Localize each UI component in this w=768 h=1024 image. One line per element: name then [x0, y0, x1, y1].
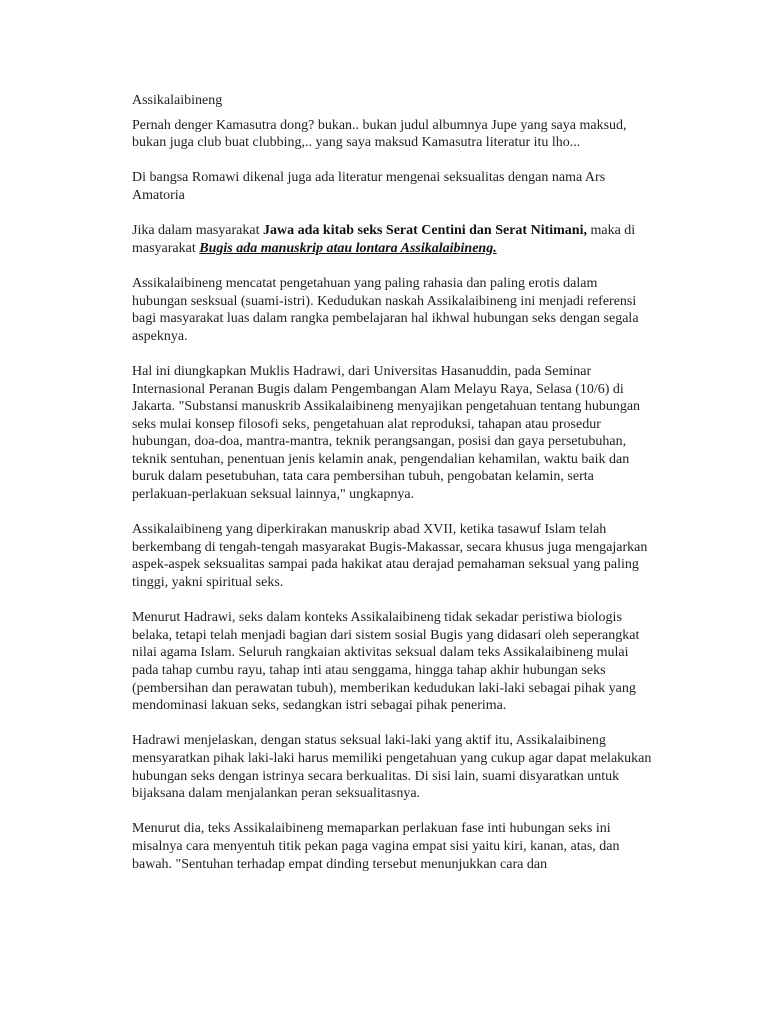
paragraph-2: Di bangsa Romawi dikenal juga ada literatur mengenai seksualitas dengan nama Ars Amatoria: [132, 170, 606, 203]
paragraph-1: Pernah denger Kamasutra dong? bukan.. bukan judul albumnya Jupe yang saya maksud, bukan juga club buat clubbing,.. yang saya maksud Kamasutra literatur itu lho...: [132, 117, 627, 151]
paragraph-8: Hadrawi menjelaskan, dengan status seksual laki-laki yang aktif itu, Assikalaibineng mensyaratkan pihak laki-laki harus memiliki pengetahuan yang cukup agar dapat melakukan hubungan seks dengan istrinya secara berkualitas. Di sisi lain, suami disyaratkan untuk bijaksana dalam menjalankan peran seksualitasnya.: [132, 733, 652, 802]
paragraph-9: Menurut dia, teks Assikalaibineng memaparkan perlakuan fase inti hubungan seks ini misalnya cara menyentuh titik pekan paga vagina empat sisi yaitu kiri, kanan, atas, dan bawah. "Sentuhan terhadap empat dinding tersebut menunjukkan cara dan: [132, 821, 620, 872]
paragraph-4: Assikalaibineng mencatat pengetahuan yang paling rahasia dan paling erotis dalam hubungan sesksual (suami-istri). Kedudukan naskah Assikalaibineng ini menjadi referensi bagi masyarakat luas dalam rangka pembelajaran hal ikhwal hubungan seks dengan segala aspeknya.: [132, 275, 639, 344]
paragraph-3-bold: Jawa ada kitab seks Serat Centini dan Serat Nitimani,: [263, 223, 587, 239]
paragraph-3-emphasis: Bugis ada manuskrip atau lontara Assikalaibineng.: [199, 240, 497, 256]
document-title: Assikalaibineng: [132, 93, 223, 108]
paragraph-3-pre: Jika dalam masyarakat: [132, 223, 264, 239]
paragraph-7: Menurut Hadrawi, seks dalam konteks Assikalaibineng tidak sekadar peristiwa biologis belaka, tetapi telah menjadi bagian dari sistem sosial Bugis yang didasari oleh seperangkat nilai agama Islam. Seluruh rangkaian aktivitas seksual dalam teks Assikalaibineng mulai pada tahap cumbu rayu, tahap inti atau senggama, hingga tahap akhir hubungan seks (pembersihan dan perawatan tubuh), memberikan kedudukan laki-laki sebagai pihak yang mendominasi lakuan seks, sedangkan istri sebagai pihak penerima.: [132, 610, 640, 714]
document-body: [132, 92, 652, 891]
paragraph-3: [132, 222, 652, 257]
paragraph-5: Hal ini diungkapkan Muklis Hadrawi, dari Universitas Hasanuddin, pada Seminar Internasional Peranan Bugis dalam Pengembangan Alam Melayu Raya, Selasa (10/6) di Jakarta. "Substansi manuskrib Assikalaibineng menyajikan pengetahuan tentang hubungan seks mulai konsep filosofi seks, pengetahuan alat reproduksi, tahapan atau prosedur hubungan, doa-doa, mantra-mantra, teknik perangsangan, posisi dan gaya persetubuhan, teknik sentuhan, penentuan jenis kelamin anak, pengendalian kehamilan, waktu baik dan buruk dalam pesetubuhan, tata cara pembersihan tubuh, pengobatan kelamin, serta perlakuan-perlakuan seksual lainnya," ungkapnya.: [132, 363, 641, 503]
paragraph-6: Assikalaibineng yang diperkirakan manuskrip abad XVII, ketika tasawuf Islam telah berkembang di tengah-tengah masyarakat Bugis-Makassar, secara khusus juga mengajarkan aspek-aspek seksualitas sampai pada hakikat atau derajad pemahaman seksual yang paling tinggi, yakni spiritual seks.: [132, 522, 648, 591]
paragraph-3-mid: maka di masyarakat: [132, 223, 636, 256]
